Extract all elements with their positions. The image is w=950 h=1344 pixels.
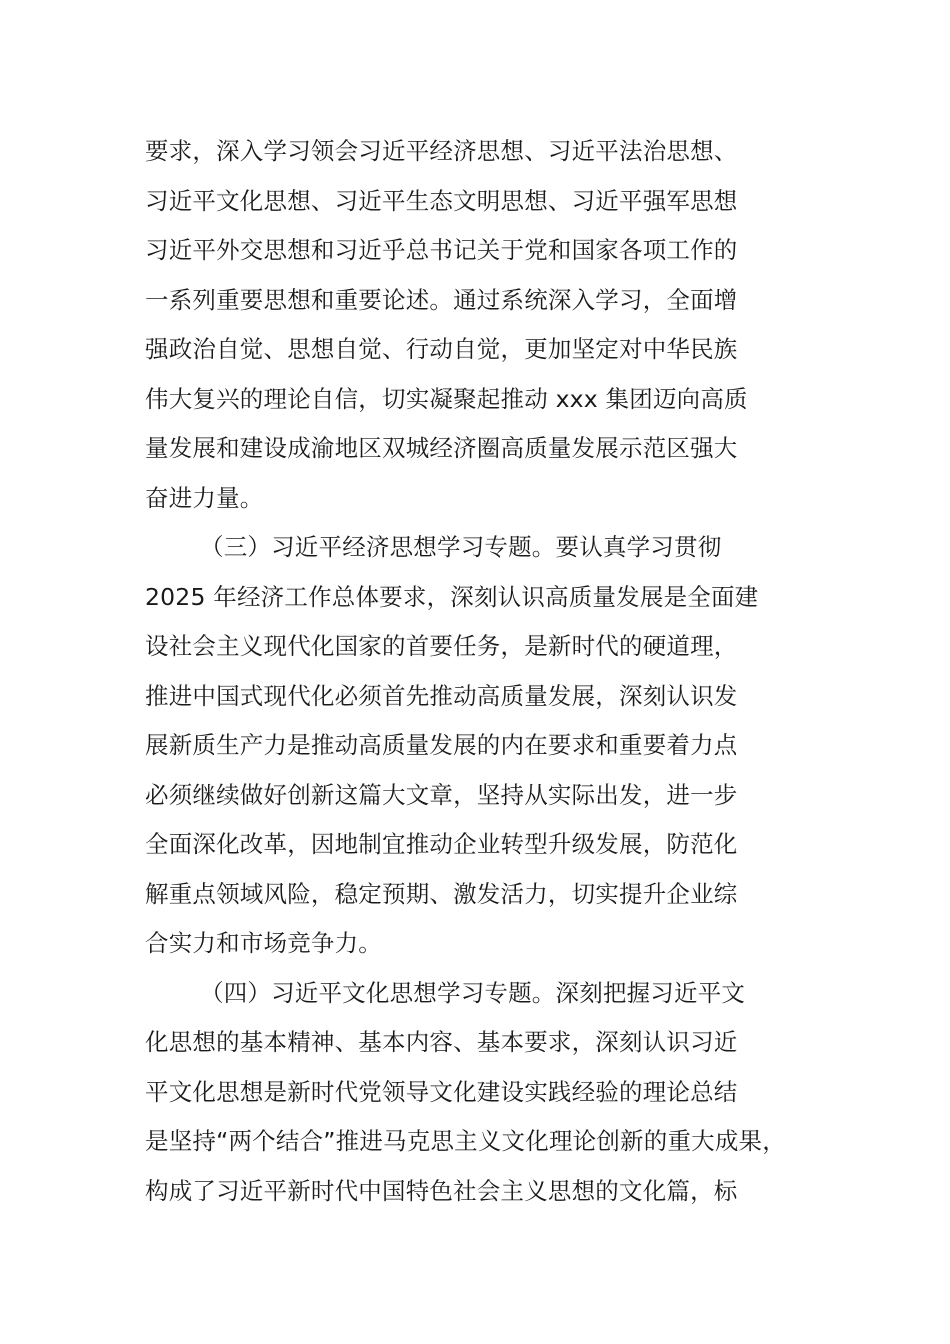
- text-line: 设社会主义现代化国家的首要任务，是新时代的硬道理，: [145, 632, 738, 660]
- text-line: 伟大复兴的理论自信，切实凝聚起推动 xxx 集团迈向高质: [145, 384, 748, 413]
- text-line: 展新质生产力是推动高质量发展的内在要求和重要着力点: [145, 731, 738, 759]
- text-line: 平文化思想是新时代党领导文化建设实践经验的理论总结: [145, 1077, 738, 1106]
- text-line: 强政治自觉、思想自觉、行动自觉，更加坚定对中华民族: [145, 335, 738, 363]
- text-line: 习近平文化思想、习近平生态文明思想、习近平强军思想: [145, 186, 738, 215]
- text-line: 合实力和市场竞争力。: [145, 929, 382, 957]
- text-line: 全面深化改革，因地制宜推动企业转型升级发展，防范化: [145, 830, 738, 858]
- body-text: [145, 127, 835, 1216]
- text-line: 必须继续做好创新这篇大文章，坚持从实际出发，进一步: [145, 780, 738, 809]
- text-line: 解重点领域风险，稳定预期、激发活力，切实提升企业综: [145, 879, 738, 908]
- text-line: 2025 年经济工作总体要求，深刻认识高质量发展是全面建: [145, 582, 759, 611]
- text-line: 一系列重要思想和重要论述。通过系统深入学习，全面增: [145, 285, 738, 314]
- text-line: 化思想的基本精神、基本内容、基本要求，深刻认识习近: [145, 1028, 738, 1056]
- text-line: 习近平外交思想和习近乎总书记关于党和国家各项工作的: [145, 236, 738, 264]
- text-line: 是坚持“两个结合”推进马克思主义文化理论创新的重大成果，: [145, 1127, 786, 1155]
- text-line: 构成了习近平新时代中国特色社会主义思想的文化篇，标: [145, 1176, 738, 1205]
- paragraph-first-line: （三）习近平经济思想学习专题。要认真学习贯彻: [200, 533, 722, 561]
- text-line: 奋进力量。: [145, 483, 264, 512]
- text-line: 推进中国式现代化必须首先推动高质量发展，深刻认识发: [145, 681, 738, 710]
- text-line: 量发展和建设成渝地区双城经济圈高质量发展示范区强大: [145, 434, 738, 462]
- text-line: 要求，深入学习领会习近平经济思想、习近平法治思想、: [145, 137, 738, 165]
- paragraph-first-line: （四）习近平文化思想学习专题。深刻把握习近平文: [200, 978, 746, 1007]
